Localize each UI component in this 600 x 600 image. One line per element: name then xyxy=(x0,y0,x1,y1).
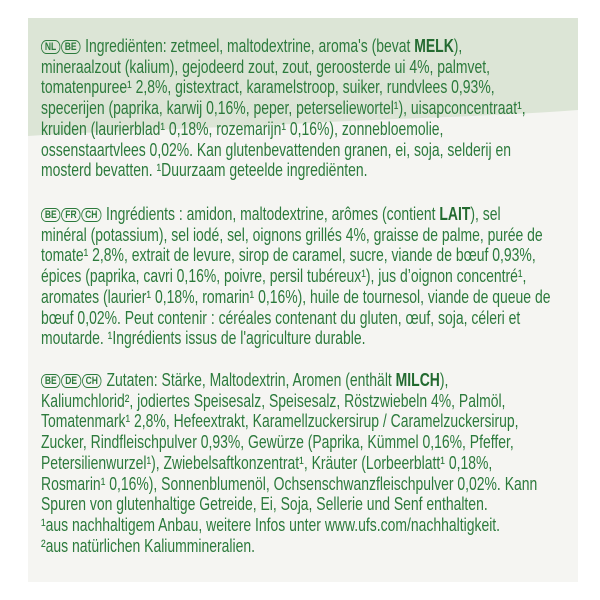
ingredients-line: minéral (potassium), sel iodé, sel, oignons grillés 4%, graisse de palme, purée de xyxy=(41,224,543,245)
ingredients-line: ²aus natürlichen Kaliummineralien. xyxy=(41,535,256,556)
ingredients-line: mosterd bevatten. ¹Duurzaam geteelde ingrediënten. xyxy=(41,160,368,181)
country-badge-ch: CH xyxy=(81,208,101,222)
ingredients-first-line xyxy=(41,36,462,56)
ingredients-line: Spuren von glutenhaltige Getreide, Ei, Soja, Sellerie und Senf enthalten. xyxy=(41,494,488,515)
ingredients-panel xyxy=(28,18,578,582)
ingredients-line: Rosmarin¹ 0,16%), Sonnenblumenöl, Ochsenschwanzfleischpulver 0,02%. Kann xyxy=(41,473,538,494)
allergen-highlight: MILCH xyxy=(395,370,440,390)
country-badge-be: BE xyxy=(41,374,61,388)
ingredients-line: Kaliumchlorid², jodiertes Speisesalz, Speisesalz, Röstzwiebeln 4%, Palmöl, xyxy=(41,390,506,411)
ingredients-line: bœuf 0,02%. Peut contenir : céréales contenant du gluten, œuf, soja, céleri et xyxy=(41,307,521,328)
first-line-suffix: ), xyxy=(453,36,463,56)
country-badge-nl: NL xyxy=(41,40,60,54)
first-line-suffix: ), sel xyxy=(470,204,501,224)
first-line-text: Ingrediënten: zetmeel, maltodextrine, aroma's (bevat xyxy=(81,36,415,56)
ingredients-line: Zucker, Rindfleischpulver 0,93%, Gewürze (Paprika, Kümmel 0,16%, Pfeffer, xyxy=(41,432,514,453)
first-line-text: Zutaten: Stärke, Maltodextrin, Aromen (enthält xyxy=(102,370,396,390)
country-badge-de: DE xyxy=(61,374,81,388)
ingredients-first-line xyxy=(41,370,448,390)
ingredients-line: ossenstaartvlees 0,02%. Kan glutenbevattenden granen, ei, soja, selderij en xyxy=(41,139,511,160)
country-badge-ch: CH xyxy=(82,374,102,388)
allergen-highlight: LAIT xyxy=(439,204,471,224)
ingredients-first-line xyxy=(41,204,501,224)
first-line-text: Ingrédients : amidon, maltodextrine, arômes (contient xyxy=(102,204,440,224)
first-line-suffix: ), xyxy=(439,370,449,390)
ingredients-line: tomate¹ 2,8%, extrait de levure, sirop de caramel, sucre, viande de bœuf 0,93%, xyxy=(41,245,536,266)
ingredients-line: tomatenpuree¹ 2,8%, gistextract, karamelstroop, suiker, rundvlees 0,93%, xyxy=(41,77,495,98)
country-badge-fr: FR xyxy=(61,208,80,222)
ingredients-line: Tomatenmark¹ 2,8%, Hefeextrakt, Karamellzuckersirup / Caramelzuckersirup, xyxy=(41,411,519,432)
ingredients-line: specerijen (paprika, karwij 0,16%, peper, peterseliewortel¹), uisapconcentraat¹, xyxy=(41,98,526,119)
ingredients-line: mineraalzout (kalium), gejodeerd zout, zout, geroosterde ui 4%, palmvet, xyxy=(41,56,490,77)
ingredients-line: aromates (laurier¹ 0,18%, romarin¹ 0,16%), huile de tournesol, viande de queue de xyxy=(41,286,551,307)
country-badge-be: BE xyxy=(41,208,61,222)
ingredients-line: moutarde. ¹Ingrédients issus de l'agriculture durable. xyxy=(41,328,366,349)
ingredients-line: ¹aus nachhaltigem Anbau, weitere Infos unter www.ufs.com/nachhaltigkeit. xyxy=(41,514,501,535)
allergen-highlight: MELK xyxy=(414,36,454,56)
ingredients-line: kruiden (laurierblad¹ 0,18%, rozemarijn¹ 0,16%), zonnebloemolie, xyxy=(41,118,444,139)
country-badge-be: BE xyxy=(61,40,81,54)
ingredients-line: épices (paprika, cavri 0,16%, poivre, persil tubéreux¹), jus d’oignon concentré¹, xyxy=(41,266,527,287)
ingredients-line: Petersilienwurzel¹), Zwiebelsaftkonzentrat¹, Kräuter (Lorbeerblatt¹ 0,18%, xyxy=(41,452,493,473)
